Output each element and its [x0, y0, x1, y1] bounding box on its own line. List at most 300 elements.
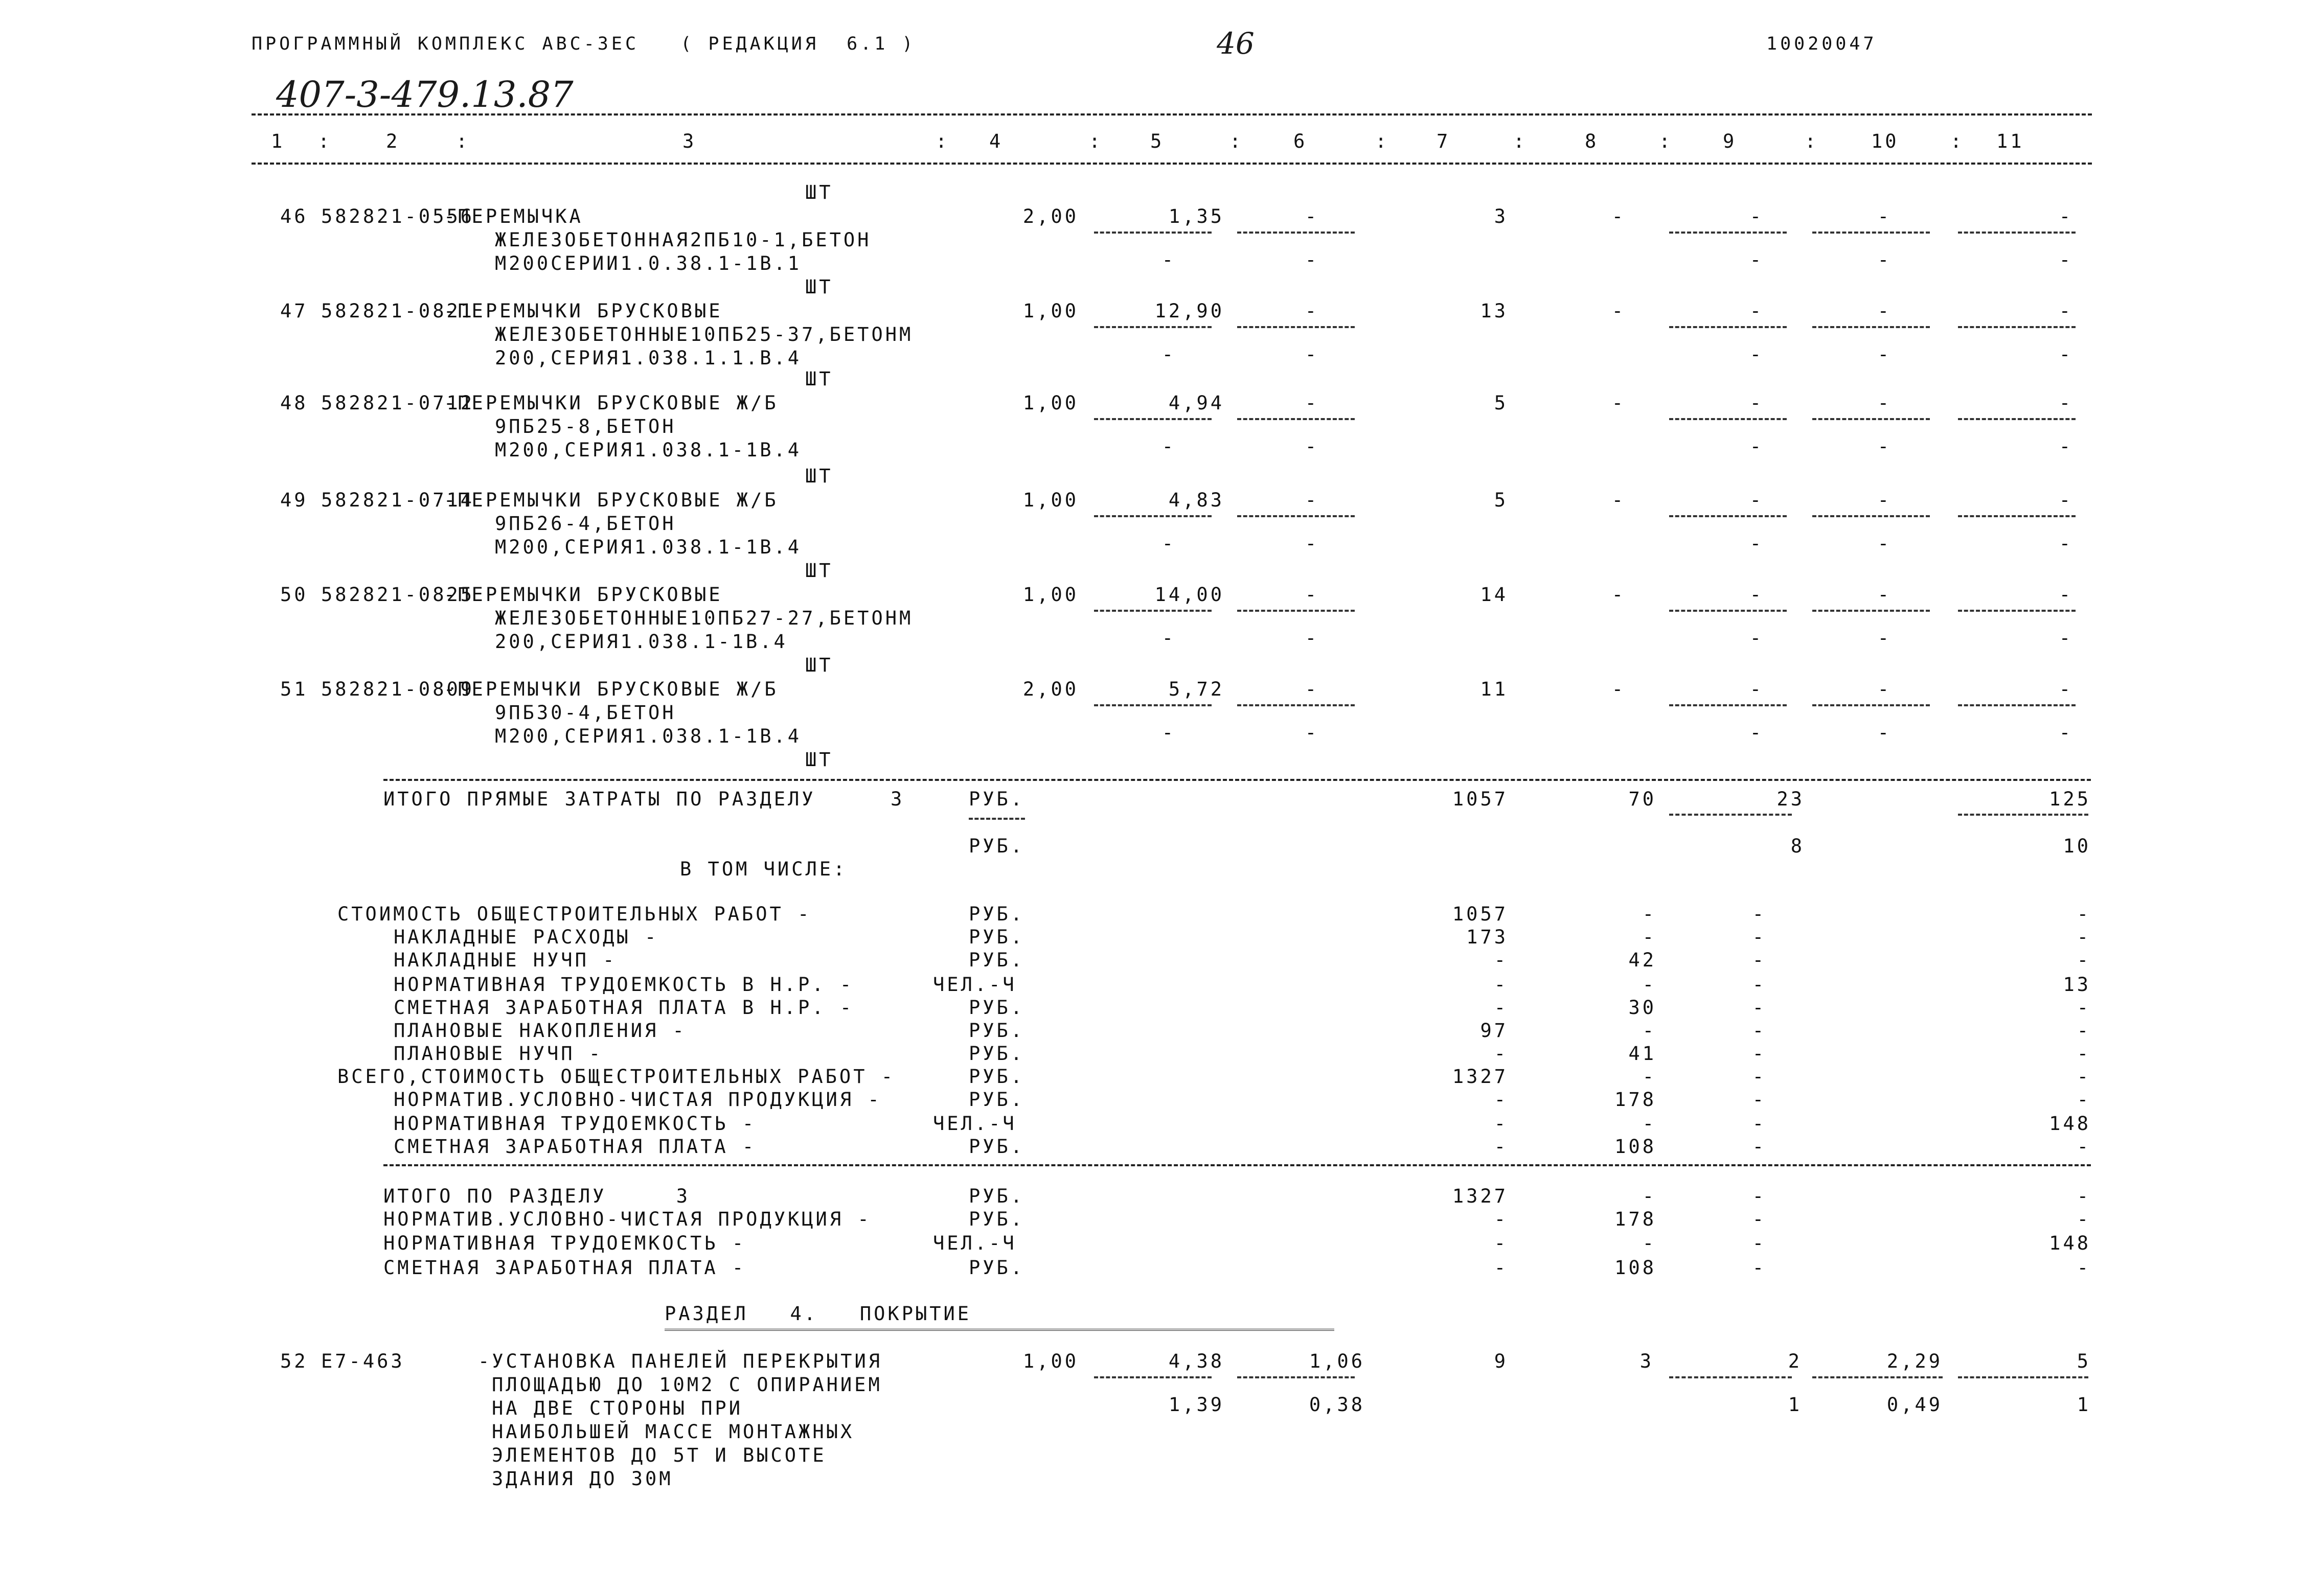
breakdown-unit: РУБ.: [969, 1020, 1025, 1042]
summary-col11: 148: [2049, 1232, 2091, 1254]
item-code: 582821-0712: [321, 392, 475, 414]
breakdown-unit: ЧЕЛ.-Ч: [933, 1113, 1017, 1135]
breakdown-unit: РУБ.: [969, 1089, 1025, 1111]
dashed-rule: [1958, 610, 2076, 612]
col10-value: -: [1877, 678, 1892, 700]
page-number: 46: [1217, 26, 1255, 61]
section-total-unit2: РУБ.: [969, 835, 1025, 857]
row-number: 48: [280, 392, 308, 414]
breakdown-col8: -: [1642, 974, 1656, 996]
column-separator: :: [318, 130, 332, 152]
breakdown-col9: -: [1752, 1113, 1766, 1135]
col9-value: -: [1749, 205, 1764, 227]
section-total-number: 3: [891, 788, 905, 810]
summary-label: НОРМАТИВ.УСЛОВНО-ЧИСТАЯ ПРОДУКЦИЯ -: [383, 1208, 872, 1230]
breakdown-col9: -: [1752, 1066, 1766, 1088]
dashed-rule: [1094, 610, 1212, 612]
breakdown-col7: -: [1494, 974, 1508, 996]
col5-sub-value: -: [1161, 533, 1176, 555]
item-description-line: ЖЕЛЕЗОБЕТОННЫЕ10ПБ25-37,БЕТОНМ: [495, 324, 914, 345]
breakdown-label: СТОИМОСТЬ ОБЩЕСТРОИТЕЛЬНЫХ РАБОТ -: [337, 903, 812, 925]
col10-value: -: [1877, 489, 1892, 511]
breakdown-unit: РУБ.: [969, 949, 1025, 971]
section-total-top-rule: [383, 779, 2091, 781]
column-separator: :: [1513, 130, 1528, 152]
breakdown-unit: РУБ.: [969, 903, 1025, 925]
col5-sub-value: -: [1161, 343, 1176, 365]
breakdown-col8: -: [1642, 926, 1656, 948]
breakdown-col9: -: [1752, 974, 1766, 996]
dashed-rule: [1094, 418, 1212, 420]
dashed-rule: [1094, 515, 1212, 517]
program-header: ПРОГРАММНЫЙ КОМПЛЕКС АВС-3ЕС ( РЕДАКЦИЯ 6.1 ): [252, 34, 916, 54]
column-number-11: 11: [1996, 130, 2024, 152]
col7-value: 5: [1494, 392, 1508, 414]
breakdown-col8: 42: [1628, 949, 1656, 971]
col7-value: 9: [1494, 1350, 1508, 1372]
item-description-line: ЭЛЕМЕНТОВ ДО 5Т И ВЫСОТЕ: [492, 1444, 827, 1466]
column-separator: :: [1950, 130, 1965, 152]
summary-col8: -: [1642, 1185, 1656, 1207]
col5-value: 12,90: [1154, 300, 1224, 322]
col9-value: -: [1749, 300, 1764, 322]
dashed-rule: [1812, 232, 1930, 234]
col5-sub-value: -: [1161, 249, 1176, 271]
col9-sub-value: -: [1749, 627, 1764, 649]
summary-col7: -: [1494, 1232, 1508, 1254]
column-header-rule: [252, 163, 2092, 165]
summary-col8: -: [1642, 1232, 1656, 1254]
dashed-rule: [1669, 418, 1787, 420]
col10-value: -: [1877, 300, 1892, 322]
quantity-value: 1,00: [1022, 1350, 1079, 1372]
section4-title: РАЗДЕЛ 4. ПОКРЫТИЕ: [665, 1303, 972, 1325]
breakdown-col8: 108: [1614, 1136, 1656, 1158]
dashed-rule: [1669, 814, 1792, 816]
unit-label: ШТ: [805, 465, 833, 487]
item-description-line: -ПЕРЕМЫЧКИ БРУСКОВЫЕ: [444, 584, 723, 606]
row-number: 52: [280, 1350, 308, 1372]
item-code: 582821-0556: [321, 205, 475, 227]
col5-value: 4,38: [1168, 1350, 1224, 1372]
col10-sub-value: -: [1877, 533, 1892, 555]
unit-label: ШТ: [805, 276, 833, 298]
dashed-rule: [1958, 515, 2076, 517]
breakdown-col7: -: [1494, 1136, 1508, 1158]
item-description-line: НА ДВЕ СТОРОНЫ ПРИ: [492, 1397, 743, 1419]
col11-value: -: [2059, 584, 2073, 606]
dashed-rule: [969, 818, 1025, 820]
col8-value: -: [1611, 584, 1626, 606]
item-description-line: -УСТАНОВКА ПАНЕЛЕЙ ПЕРЕКРЫТИЯ: [478, 1350, 883, 1372]
summary-col9: -: [1752, 1208, 1766, 1230]
breakdown-label: ВСЕГО,СТОИМОСТЬ ОБЩЕСТРОИТЕЛЬНЫХ РАБОТ -: [337, 1066, 896, 1088]
col5-value: 4,83: [1168, 489, 1224, 511]
breakdown-col11: -: [2077, 926, 2091, 948]
col7-value: 13: [1480, 300, 1508, 322]
summary-label: НОРМАТИВНАЯ ТРУДОЕМКОСТЬ -: [383, 1232, 746, 1254]
section-total-label: ИТОГО ПРЯМЫЕ ЗАТРАТЫ ПО РАЗДЕЛУ: [383, 788, 816, 810]
col10-value: -: [1877, 392, 1892, 414]
item-description-line: НАИБОЛЬШЕЙ МАССЕ МОНТАЖНЫХ: [492, 1421, 855, 1443]
breakdown-col8: -: [1642, 903, 1656, 925]
item-description-line: -ПЕРЕМЫЧКИ БРУСКОВЫЕ Ж/Б: [444, 678, 779, 700]
item-description-line: 9ПБ30-4,БЕТОН: [495, 702, 676, 724]
col6-value: -: [1305, 392, 1319, 414]
col11-value: 5: [2077, 1350, 2091, 1372]
col5-sub-value: -: [1161, 627, 1176, 649]
item-description-line: 200,СЕРИЯ1.038.1.1.В.4: [495, 347, 802, 369]
col9-sub-value: -: [1749, 343, 1764, 365]
item-description-line: ПЛОЩАДЬЮ ДО 10М2 С ОПИРАНИЕМ: [492, 1374, 882, 1396]
summary-col11: -: [2077, 1257, 2091, 1279]
dashed-rule: [1812, 610, 1930, 612]
breakdown-col8: -: [1642, 1066, 1656, 1088]
breakdown-col11: -: [2077, 1066, 2091, 1088]
col8-value: -: [1611, 300, 1626, 322]
dashed-rule: [1669, 704, 1787, 706]
dashed-rule: [1237, 610, 1355, 612]
dashed-rule: [1958, 704, 2076, 706]
dashed-rule: [1669, 232, 1787, 234]
column-number-9: 9: [1723, 130, 1737, 152]
section-total-col8: 70: [1628, 788, 1656, 810]
handwritten-reference: 407-3-479.13.87: [276, 74, 574, 116]
row-number: 51: [280, 678, 308, 700]
section4-title-rule: [665, 1329, 1334, 1333]
breakdown-col9: -: [1752, 926, 1766, 948]
dashed-rule: [1237, 1376, 1355, 1378]
summary-col11: -: [2077, 1208, 2091, 1230]
col10-sub-value: -: [1877, 627, 1892, 649]
col8-value: 3: [1639, 1350, 1654, 1372]
dashed-rule: [1237, 232, 1355, 234]
dashed-rule: [1237, 704, 1355, 706]
item-description-line: 9ПБ25-8,БЕТОН: [495, 416, 676, 437]
col9-value: -: [1749, 489, 1764, 511]
col8-value: -: [1611, 392, 1626, 414]
dashed-rule: [1669, 1376, 1792, 1378]
summary-col8: 178: [1614, 1208, 1656, 1230]
breakdown-label: НОРМАТИВ.УСЛОВНО-ЧИСТАЯ ПРОДУКЦИЯ -: [394, 1089, 882, 1111]
breakdown-col7: -: [1494, 949, 1508, 971]
summary-col7: -: [1494, 1208, 1508, 1230]
column-separator: :: [1805, 130, 1819, 152]
breakdown-col9: -: [1752, 1089, 1766, 1111]
dashed-rule: [1669, 515, 1787, 517]
breakdown-col11: -: [2077, 1136, 2091, 1158]
col5-value: 14,00: [1154, 584, 1224, 606]
dashed-rule: [1237, 515, 1355, 517]
col5-value: 5,72: [1168, 678, 1224, 700]
summary-col8: 108: [1614, 1257, 1656, 1279]
col6-sub-value: 0,38: [1309, 1394, 1365, 1416]
document-code: 10020047: [1766, 34, 1877, 54]
summary-col9: -: [1752, 1257, 1766, 1279]
quantity-value: 2,00: [1022, 205, 1079, 227]
breakdown-label: НОРМАТИВНАЯ ТРУДОЕМКОСТЬ В Н.Р. -: [394, 974, 854, 996]
column-separator: :: [1375, 130, 1389, 152]
row-number: 50: [280, 584, 308, 606]
breakdown-col11: -: [2077, 997, 2091, 1019]
item-code: 582821-0825: [321, 584, 475, 606]
section-total-unit: РУБ.: [969, 788, 1025, 810]
dashed-rule: [1958, 1376, 2088, 1378]
breakdown-unit: РУБ.: [969, 1066, 1025, 1088]
col5-sub-value: 1,39: [1168, 1394, 1224, 1416]
section-total-col9: 23: [1776, 788, 1805, 810]
col9-sub-value: -: [1749, 249, 1764, 271]
col6-value: -: [1305, 205, 1319, 227]
row-number: 47: [280, 300, 308, 322]
breakdown-unit: РУБ.: [969, 1136, 1025, 1158]
col10-sub-value: -: [1877, 722, 1892, 744]
item-description-line: М200,СЕРИЯ1.038.1-1В.4: [495, 536, 802, 558]
summary-col7: -: [1494, 1257, 1508, 1279]
item-description-line: ЖЕЛЕЗОБЕТОННАЯ2ПБ10-1,БЕТОН: [495, 229, 872, 251]
item-description-line: М200,СЕРИЯ1.038.1-1В.4: [495, 439, 802, 461]
breakdown-col9: -: [1752, 949, 1766, 971]
col6-value: -: [1305, 300, 1319, 322]
column-number-4: 4: [989, 130, 1004, 152]
summary-unit: РУБ.: [969, 1208, 1025, 1230]
summary-unit: РУБ.: [969, 1257, 1025, 1279]
column-number-3: 3: [682, 130, 697, 152]
column-number-1: 1: [271, 130, 285, 152]
table-top-rule: [252, 113, 2092, 116]
column-number-8: 8: [1585, 130, 1599, 152]
col9-sub-value: 1: [1788, 1394, 1802, 1416]
breakdown-label: ПЛАНОВЫЕ НАКОПЛЕНИЯ -: [394, 1020, 687, 1042]
summary-unit: ЧЕЛ.-Ч: [933, 1232, 1017, 1254]
dashed-rule: [1812, 326, 1930, 328]
item-description-line: ЗДАНИЯ ДО 30М: [492, 1468, 673, 1490]
column-separator: :: [1659, 130, 1673, 152]
column-separator: :: [936, 130, 950, 152]
col6-value: 1,06: [1309, 1350, 1365, 1372]
row-number: 49: [280, 489, 308, 511]
dashed-rule: [1958, 814, 2088, 816]
dashed-rule: [1812, 704, 1930, 706]
breakdown-unit: РУБ.: [969, 926, 1025, 948]
breakdown-col7: 97: [1480, 1020, 1508, 1042]
col5-value: 4,94: [1168, 392, 1224, 414]
col7-value: 3: [1494, 205, 1508, 227]
breakdown-col7: -: [1494, 1043, 1508, 1065]
summary-col11: -: [2077, 1185, 2091, 1207]
col11-value: -: [2059, 205, 2073, 227]
including-label: В ТОМ ЧИСЛЕ:: [680, 858, 848, 880]
breakdown-col7: -: [1494, 1089, 1508, 1111]
col9-value: -: [1749, 678, 1764, 700]
breakdown-col7: 1327: [1452, 1066, 1508, 1088]
summary-label: ИТОГО ПО РАЗДЕЛУ 3: [383, 1185, 691, 1207]
breakdown-label: СМЕТНАЯ ЗАРАБОТНАЯ ПЛАТА В Н.Р. -: [394, 997, 854, 1019]
breakdown-col7: -: [1494, 997, 1508, 1019]
breakdown-col9: -: [1752, 1136, 1766, 1158]
breakdown-unit: РУБ.: [969, 997, 1025, 1019]
col5-sub-value: -: [1161, 722, 1176, 744]
item-description-line: ЖЕЛЕЗОБЕТОННЫЕ10ПБ27-27,БЕТОНМ: [495, 607, 914, 629]
quantity-value: 1,00: [1022, 489, 1079, 511]
item-description-line: 200,СЕРИЯ1.038.1-1В.4: [495, 631, 788, 653]
breakdown-col9: -: [1752, 1043, 1766, 1065]
col6-sub-value: -: [1305, 722, 1319, 744]
breakdown-col9: -: [1752, 903, 1766, 925]
breakdown-label: ПЛАНОВЫЕ НУЧП -: [394, 1043, 603, 1065]
item-description-line: -ПЕРЕМЫЧКА: [444, 205, 583, 227]
dashed-rule: [1094, 1376, 1212, 1378]
col11-value: -: [2059, 489, 2073, 511]
dashed-rule: [1958, 232, 2076, 234]
col11-value: -: [2059, 678, 2073, 700]
quantity-value: 1,00: [1022, 392, 1079, 414]
breakdown-col8: -: [1642, 1113, 1656, 1135]
unit-label: ШТ: [805, 181, 833, 203]
col9-sub-value: -: [1749, 533, 1764, 555]
breakdown-unit: РУБ.: [969, 1043, 1025, 1065]
breakdown-col11: -: [2077, 949, 2091, 971]
breakdown-col8: 30: [1628, 997, 1656, 1019]
column-number-10: 10: [1871, 130, 1899, 152]
col10-value: -: [1877, 205, 1892, 227]
unit-label: ШТ: [805, 654, 833, 676]
breakdown-col8: -: [1642, 1020, 1656, 1042]
col7-value: 11: [1480, 678, 1508, 700]
col11-sub-value: -: [2059, 435, 2073, 457]
col11-value: -: [2059, 392, 2073, 414]
dashed-rule: [1669, 326, 1787, 328]
item-description-line: -ПЕРЕМЫЧКИ БРУСКОВЫЕ Ж/Б: [444, 489, 779, 511]
column-separator: :: [456, 130, 470, 152]
breakdown-label: НОРМАТИВНАЯ ТРУДОЕМКОСТЬ -: [394, 1113, 757, 1135]
summary-unit: РУБ.: [969, 1185, 1025, 1207]
breakdown-col7: 1057: [1452, 903, 1508, 925]
column-separator: :: [1229, 130, 1244, 152]
summary-col9: -: [1752, 1232, 1766, 1254]
col6-sub-value: -: [1305, 435, 1319, 457]
summary-top-rule: [383, 1164, 2091, 1166]
item-code: 582821-0714: [321, 489, 475, 511]
section-total-col7: 1057: [1452, 788, 1508, 810]
quantity-value: 1,00: [1022, 300, 1079, 322]
item-code: Е7-463: [321, 1350, 405, 1372]
dashed-rule: [1812, 1376, 1943, 1378]
item-description-line: 9ПБ26-4,БЕТОН: [495, 513, 676, 535]
item-code: 582821-0821: [321, 300, 475, 322]
unit-label: ШТ: [805, 560, 833, 582]
section-total-col11: 125: [2049, 788, 2091, 810]
dashed-rule: [1812, 515, 1930, 517]
col6-sub-value: -: [1305, 343, 1319, 365]
col6-value: -: [1305, 584, 1319, 606]
section-total-col11-sub: 10: [2063, 835, 2091, 857]
item-description-line: М200СЕРИИ1.0.38.1-1В.1: [495, 252, 802, 274]
breakdown-label: НАКЛАДНЫЕ НУЧП -: [394, 949, 617, 971]
breakdown-col7: 173: [1466, 926, 1508, 948]
breakdown-unit: ЧЕЛ.-Ч: [933, 974, 1017, 996]
col6-value: -: [1305, 489, 1319, 511]
col10-sub-value: 0,49: [1886, 1394, 1943, 1416]
col9-value: -: [1749, 392, 1764, 414]
column-number-2: 2: [386, 130, 400, 152]
column-number-7: 7: [1437, 130, 1451, 152]
col10-value: -: [1877, 584, 1892, 606]
breakdown-label: НАКЛАДНЫЕ РАСХОДЫ -: [394, 926, 659, 948]
col6-value: -: [1305, 678, 1319, 700]
col11-sub-value: -: [2059, 249, 2073, 271]
dashed-rule: [1094, 326, 1212, 328]
col6-sub-value: -: [1305, 249, 1319, 271]
summary-label: СМЕТНАЯ ЗАРАБОТНАЯ ПЛАТА -: [383, 1257, 746, 1279]
item-description-line: -ПЕРЕМЫЧКИ БРУСКОВЫЕ Ж/Б: [444, 392, 779, 414]
breakdown-col11: 13: [2063, 974, 2091, 996]
col10-sub-value: -: [1877, 343, 1892, 365]
breakdown-col11: -: [2077, 903, 2091, 925]
column-number-6: 6: [1293, 130, 1308, 152]
summary-col9: -: [1752, 1185, 1766, 1207]
col9-sub-value: -: [1749, 722, 1764, 744]
dashed-rule: [1094, 704, 1212, 706]
col6-sub-value: -: [1305, 533, 1319, 555]
summary-col7: 1327: [1452, 1185, 1508, 1207]
column-separator: :: [1089, 130, 1103, 152]
unit-label: ШТ: [805, 368, 833, 390]
col6-sub-value: -: [1305, 627, 1319, 649]
dashed-rule: [1958, 326, 2076, 328]
quantity-value: 2,00: [1022, 678, 1079, 700]
breakdown-col7: -: [1494, 1113, 1508, 1135]
dashed-rule: [1094, 232, 1212, 234]
breakdown-col11: -: [2077, 1020, 2091, 1042]
dashed-rule: [1669, 610, 1787, 612]
col8-value: -: [1611, 489, 1626, 511]
col9-value: 2: [1788, 1350, 1802, 1372]
section-total-col9-sub: 8: [1790, 835, 1805, 857]
column-number-5: 5: [1150, 130, 1165, 152]
col7-value: 14: [1480, 584, 1508, 606]
breakdown-col8: 178: [1614, 1089, 1656, 1111]
breakdown-label: СМЕТНАЯ ЗАРАБОТНАЯ ПЛАТА -: [394, 1136, 757, 1158]
col9-sub-value: -: [1749, 435, 1764, 457]
col11-sub-value: -: [2059, 533, 2073, 555]
breakdown-col11: -: [2077, 1043, 2091, 1065]
col11-sub-value: 1: [2077, 1394, 2091, 1416]
col11-sub-value: -: [2059, 627, 2073, 649]
col7-value: 5: [1494, 489, 1508, 511]
breakdown-col9: -: [1752, 1020, 1766, 1042]
quantity-value: 1,00: [1022, 584, 1079, 606]
dashed-rule: [1958, 418, 2076, 420]
col11-sub-value: -: [2059, 343, 2073, 365]
item-code: 582821-0809: [321, 678, 475, 700]
col5-sub-value: -: [1161, 435, 1176, 457]
dashed-rule: [1812, 418, 1930, 420]
col8-value: -: [1611, 205, 1626, 227]
unit-label: ШТ: [805, 749, 833, 771]
col9-value: -: [1749, 584, 1764, 606]
dashed-rule: [1237, 418, 1355, 420]
col11-sub-value: -: [2059, 722, 2073, 744]
breakdown-col11: 148: [2049, 1113, 2091, 1135]
col11-value: -: [2059, 300, 2073, 322]
breakdown-col8: 41: [1628, 1043, 1656, 1065]
col8-value: -: [1611, 678, 1626, 700]
col5-value: 1,35: [1168, 205, 1224, 227]
col10-sub-value: -: [1877, 435, 1892, 457]
item-description-line: -ПЕРЕМЫЧКИ БРУСКОВЫЕ: [444, 300, 723, 322]
row-number: 46: [280, 205, 308, 227]
